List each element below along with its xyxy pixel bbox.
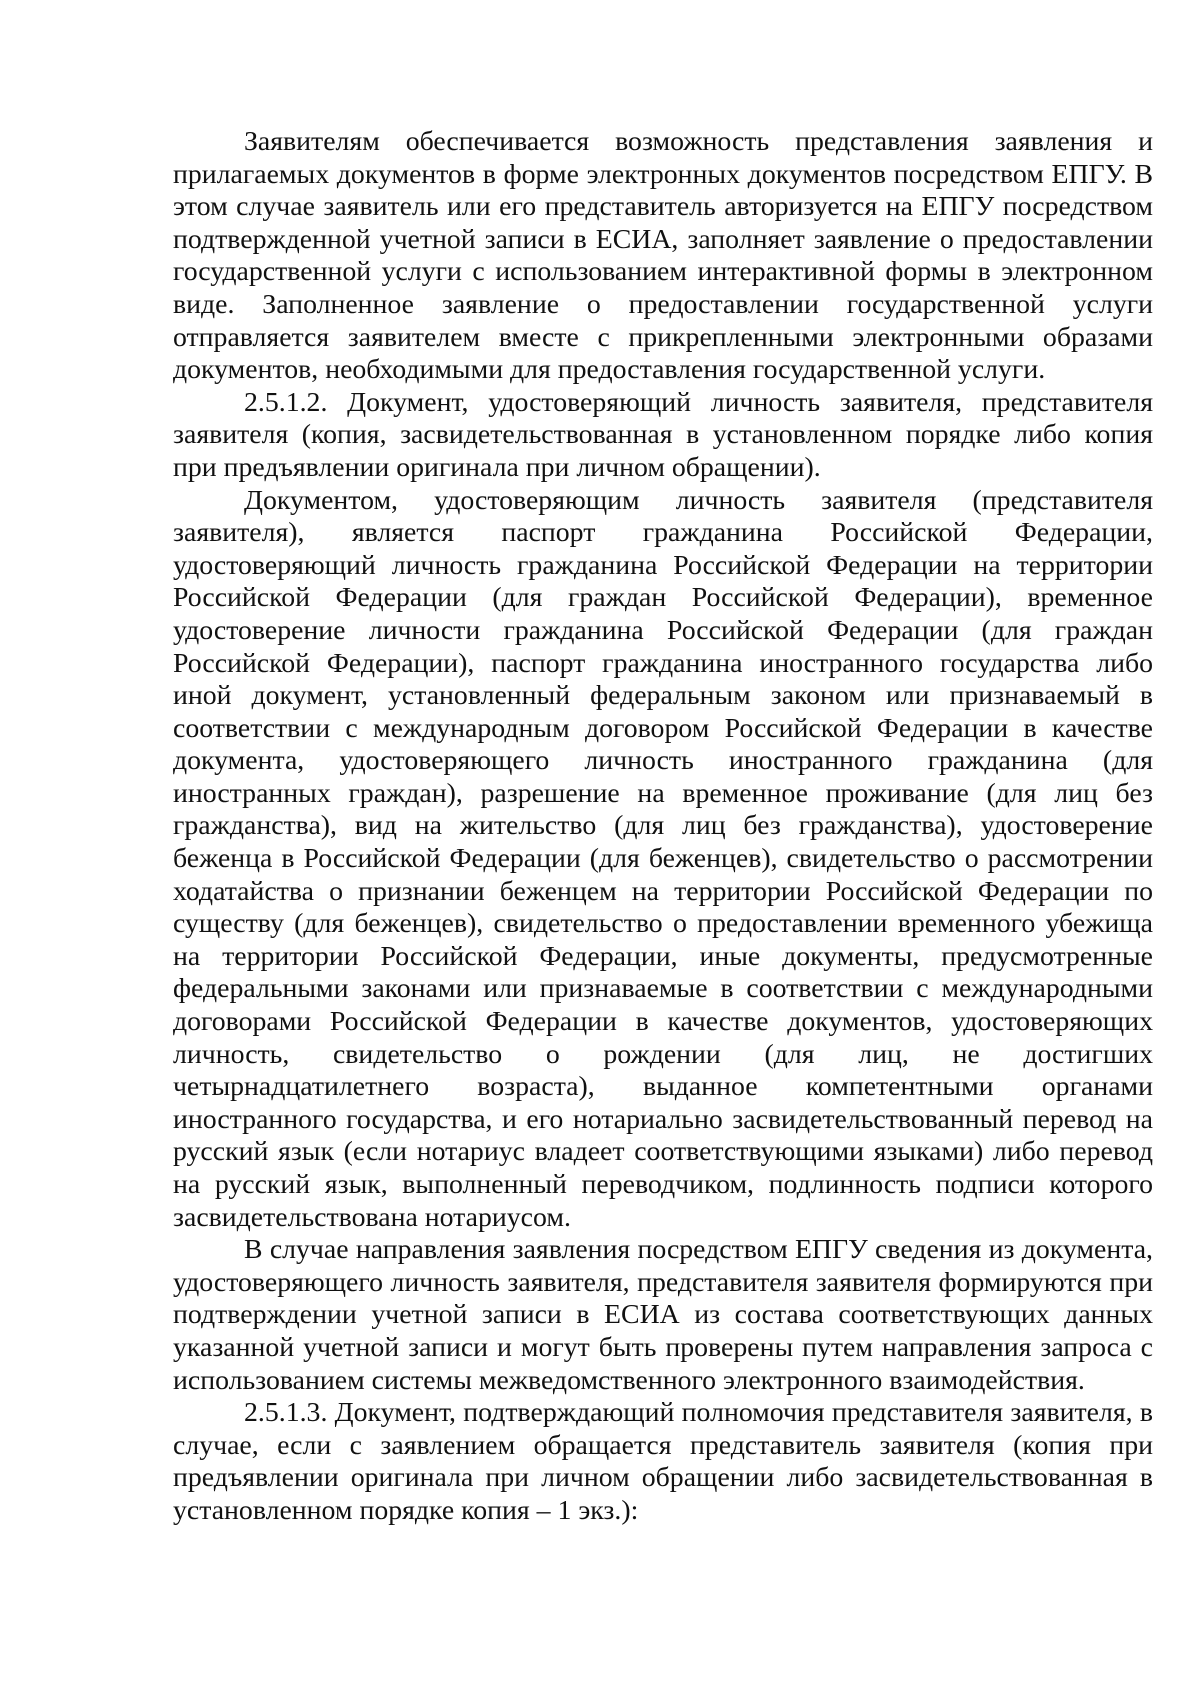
paragraph-2-5-1-3: 2.5.1.3. Документ, подтверждающий полномочия представителя заявителя, в случае, если с заявлением обращается представитель заявителя (копия при предъявлении оригинала при личном обращении либо засвидетельствованная в установленном порядке копия – 1 экз.): [173, 1397, 1153, 1526]
paragraph-2-5-1-2: 2.5.1.2. Документ, удостоверяющий личность заявителя, представителя заявителя (копия, засвидетельствованная в установленном порядке либо копия при предъявлении оригинала при личном обращении). [173, 386, 1153, 483]
document-body [173, 126, 1153, 1528]
paragraph-identity-documents: Документом, удостоверяющим личность заявителя (представителя заявителя), является паспорт гражданина Российской Федерации, удостоверяющий личность гражданина Российской Федерации на территории Российской Федерации (для граждан Российской Федерации), временное удостоверение личности гражданина Российской Федерации (для граждан Российской Федерации), паспорт гражданина иностранного государства либо иной документ, установленный федеральным законом или признаваемый в соответствии с международным договором Российской Федерации в качестве документа, удостоверяющего личность иностранного гражданина (для иностранных граждан), разрешение на временное проживание (для лиц без гражданства), вид на жительство (для лиц без гражданства), удостоверение беженца в Российской Федерации (для беженцев), свидетельство о рассмотрении ходатайства о признании беженцем на территории Российской Федерации по существу (для беженцев), свидетельство о предоставлении временного убежища на территории Российской Федерации, иные документы, предусмотренные федеральными законами или признаваемые в соответствии с международными договорами Российской Федерации в качестве документов, удостоверяющих личность, свидетельство о рождении (для лиц, не достигших четырнадцатилетнего возраста), выданное компетентными органами иностранного государства, и его нотариально засвидетельствованный перевод на русский язык (если нотариус владеет соответствующими языками) либо перевод на русский язык, выполненный переводчиком, подлинность подписи которого засвидетельствована нотариусом. [173, 484, 1153, 1233]
paragraph-epgu-identity-data: В случае направления заявления посредством ЕПГУ сведения из документа, удостоверяющего личность заявителя, представителя заявителя формируются при подтверждении учетной записи в ЕСИА из состава соответствующих данных указанной учетной записи и могут быть проверены путем направления запроса с использованием системы межведомственного электронного взаимодействия. [173, 1234, 1153, 1396]
paragraph-epgu-submission: Заявителям обеспечивается возможность представления заявления и прилагаемых документов в форме электронных документов посредством ЕПГУ. В этом случае заявитель или его представитель авторизуется на ЕПГУ посредством подтвержденной учетной записи в ЕСИА, заполняет заявление о предоставлении государственной услуги с использованием интерактивной формы в электронном виде. Заполненное заявление о предоставлении государственной услуги отправляется заявителем вместе с прикрепленными электронными образами документов, необходимыми для предоставления государственной услуги. [173, 126, 1153, 386]
